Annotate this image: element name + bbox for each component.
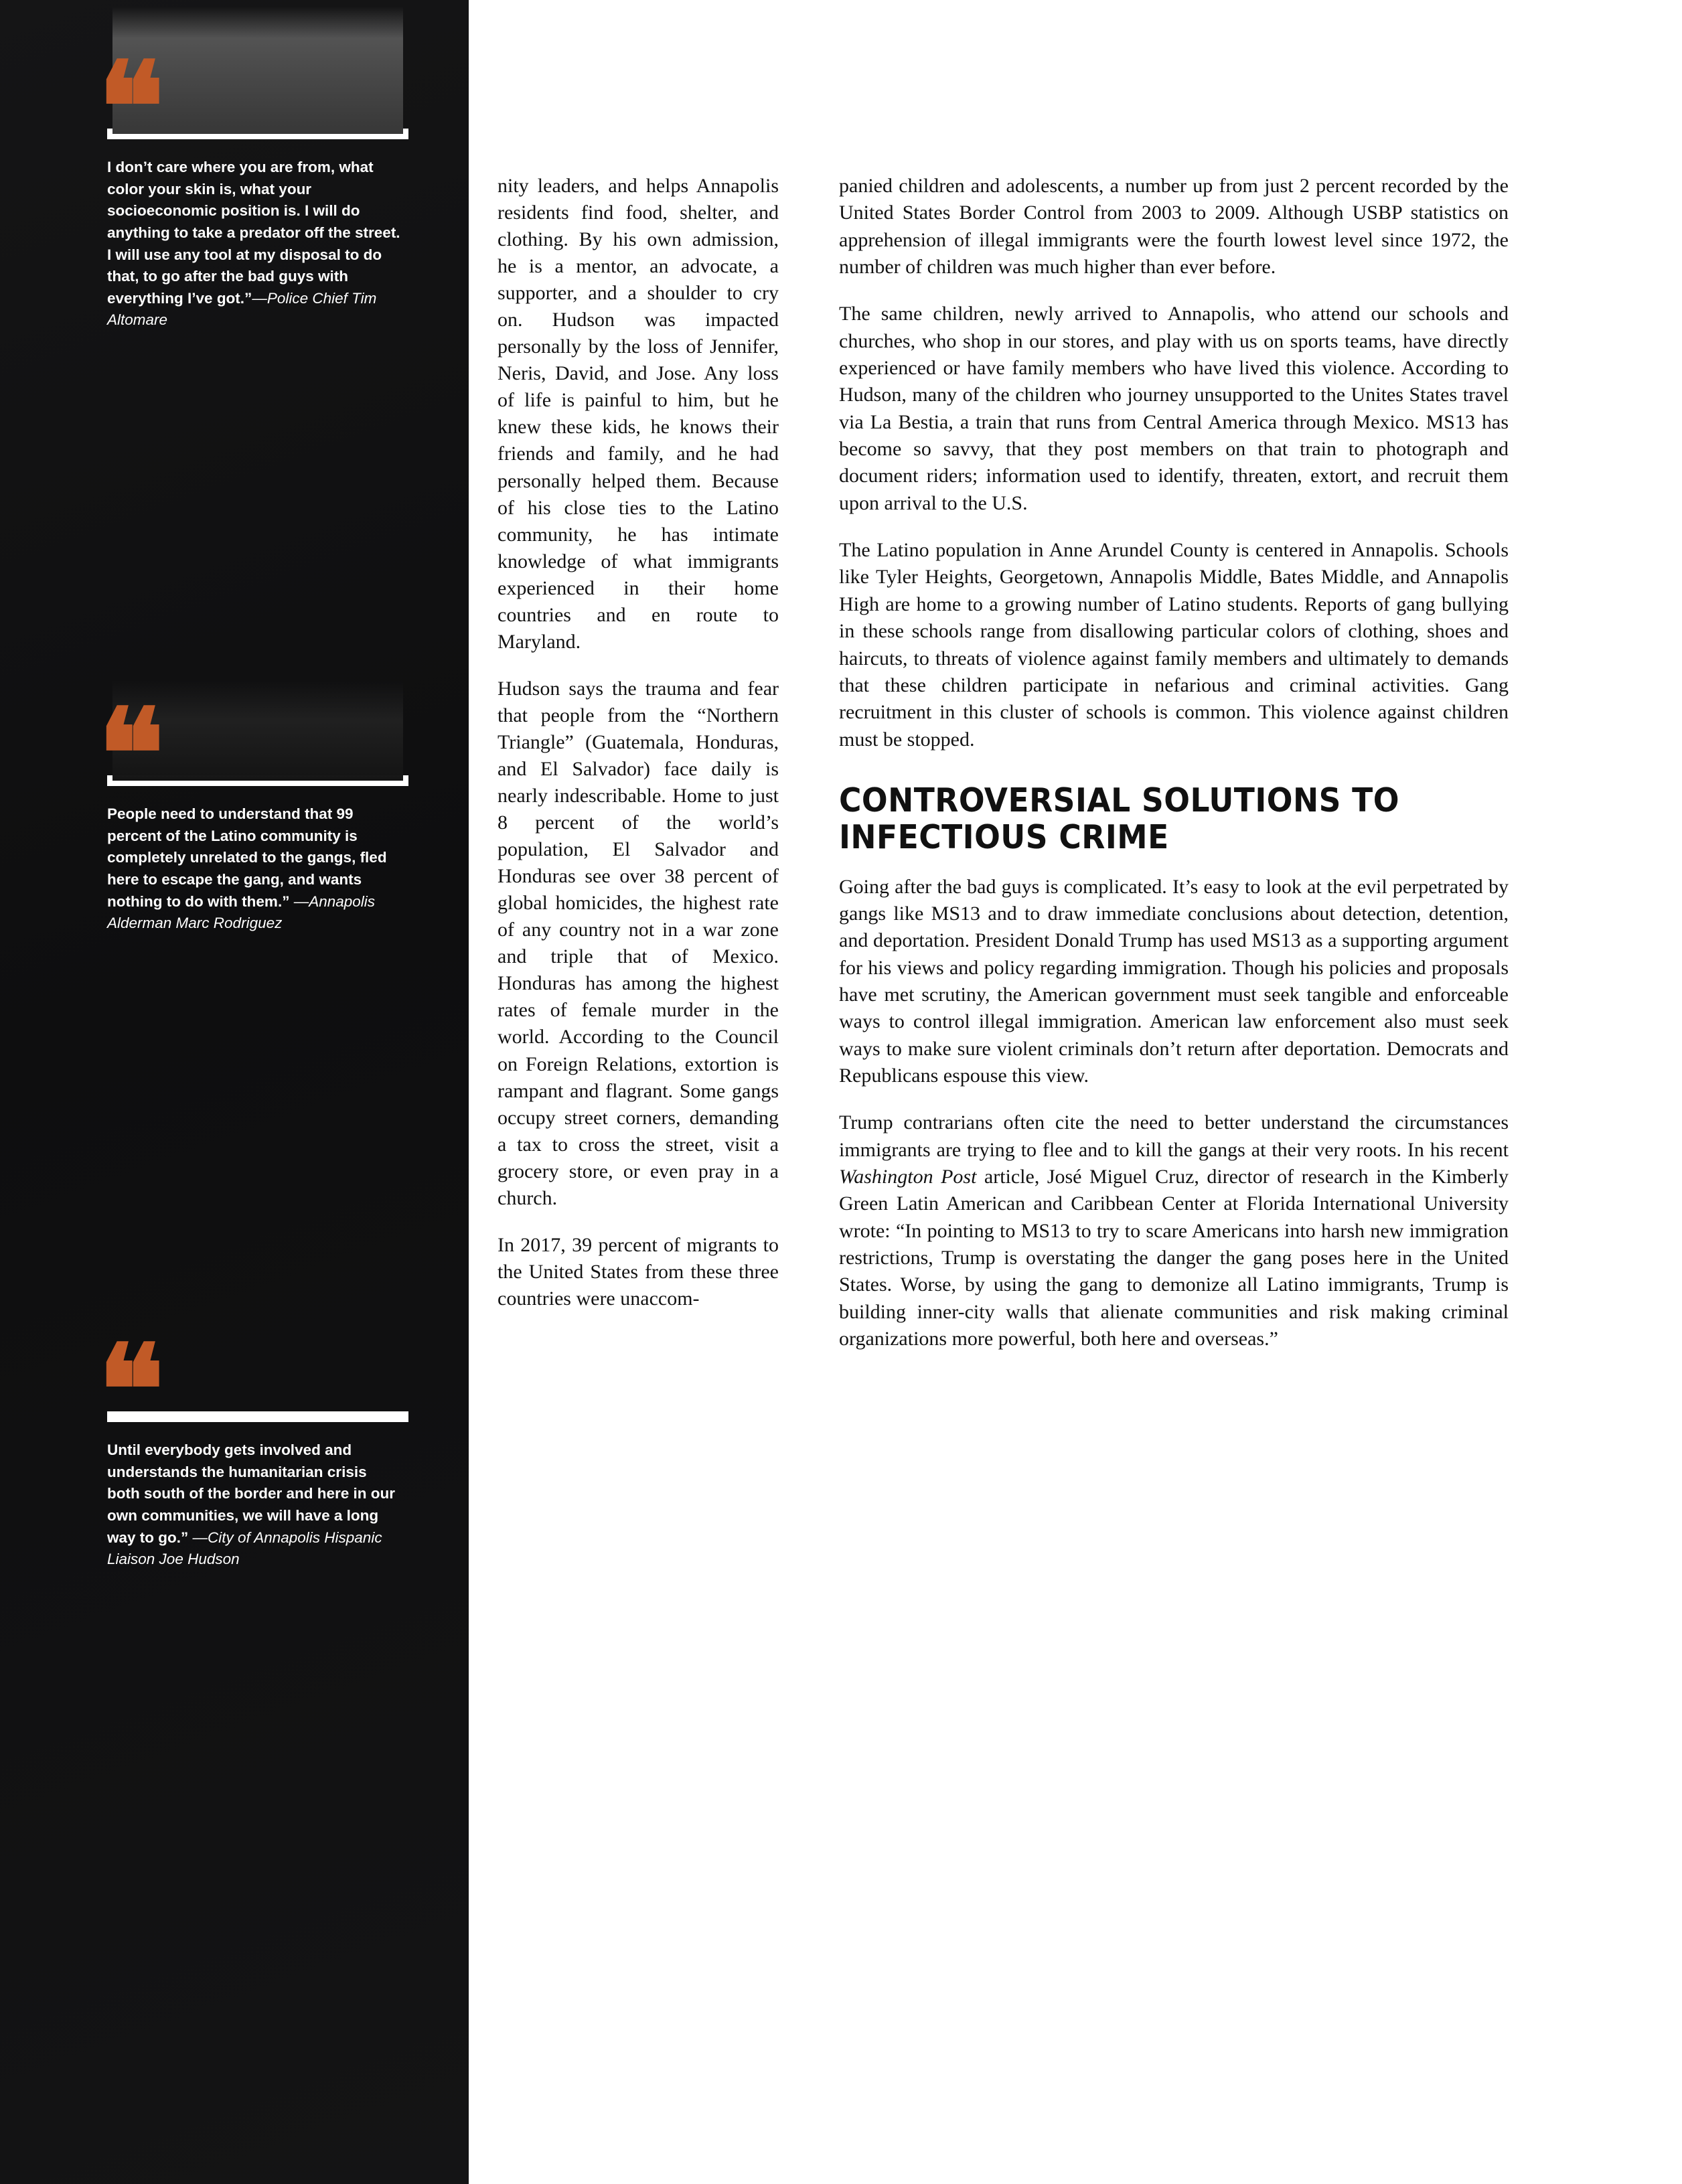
quote-mark-icon: ❝ [98,34,161,180]
pullquote-attribution-1: —Police Chief Tim Altomare [107,289,377,329]
paragraph: The Latino population in Anne Arundel County is centered in Annapolis. Schools like Tyler Heights, Georgetown, Annapolis Middle, Bates Middle, and Annapolis High are home to a growing number of Latino students. Reports of gang bullying in these schools range from disallowing particular colors of clothing, shoes and haircuts, to threats of violence against family members and ultimately to demands that these children participate in nefarious and criminal activities. Gang recruitment in this cluster of schools is common. This violence against children must be stopped. [839,539,1509,751]
article-body [469,0,1682,2184]
sidebar-panel [0,0,469,2184]
paragraph-part-1: Trump contrarians often cite the need to better understand the circumstances immigrants are trying to flee and to kill the gangs at their very roots. In his recent [839,1111,1509,1161]
article-column-right [839,173,1509,1373]
pullquote-block-1 [98,34,408,331]
paragraph-final [839,1109,1509,1352]
pullquote-quote-2: People need to understand that 99 percent of the Latino community is completely unrelated to the gangs, fled here to escape the gang, and wants nothing to do with them.” [107,805,387,910]
publication-name: Washington Post [839,1166,977,1188]
quote-mark-icon: ❝ [98,1317,161,1463]
alderman-portrait [98,681,408,827]
pullquote-text-1 [107,157,402,331]
paragraph: The same children, newly arrived to Annapolis, who attend our schools and churches, who shop in our stores, and play with us on sports teams, have directly experienced or have family members who have lived this violence. According to Hudson, many of the children who journey unsupported to the Unites States travel via La Bestia, a train that runs from Central America through Mexico. MS13 has become so savvy, that they post members on that train to photograph and document riders; information used to identify, threaten, extort, and recruit them upon arrival to the U.S. [839,303,1509,514]
section-heading: CONTROVERSIAL SOLUTIONS TO INFECTIOUS CRIME [839,781,1399,856]
pullquote-quote-3: Until everybody gets involved and understands the humanitarian crisis both south of the border and here in our own communities, we will have a long way to go.” [107,1441,395,1546]
pullquote-quote-1: I don’t care where you are from, what color your skin is, what your socioeconomic position is. I will do anything to take a predator off the street. I will use any tool at my disposal to do that, to go after the bad guys with everything I’ve got.” [107,159,400,307]
paragraph: Hudson says the trauma and fear that people from the “Northern Triangle” (Guatemala, Honduras, and El Salvador) face daily is nearly indescribable. Home to just 8 percent of the world’s population, El Salvador and Honduras see over 38 percent of global homicides, the highest rate of any country not in a war zone and triple that of Mexico. Honduras has among the highest rates of female murder in the world. According to the Council on Foreign Relations, extortion is rampant and flagrant. Some gangs occupy street corners, demanding a tax to cross the street, visit a grocery store, or even pray in a church. [498,677,779,1209]
article-column-left [498,173,779,1332]
pullquote-block-2 [98,681,408,935]
police-chief-portrait [98,34,408,180]
paragraph: In 2017, 39 percent of migrants to the United States from these three countries were unaccom- [498,1233,779,1310]
hispanic-liaison-portrait [98,1317,408,1463]
paragraph-part-2: article, José Miguel Cruz, director of research in the Kimberly Green Latin American and Caribbean Center at Florida International University wrote: “In pointing to MS13 to try to scare Americans into harsh new immigration restrictions, Trump is overstating the danger the gang poses here in the United States. Worse, by using the gang to demonize all Latino immigrants, Trump is building inner-city walls that alienate communities and risk making criminal organizations more powerful, both here and overseas.” [839,1166,1509,1350]
pullquote-attribution-3: —City of Annapolis Hispanic Liaison Joe Hudson [107,1529,382,1568]
paragraph: nity leaders, and helps Annapolis residents find food, shelter, and clothing. By his own admission, he is a mentor, an advocate, a supporter, and a shoulder to cry on. Hudson was impacted personally by the loss of Jennifer, Neris, David, and Jose. Any loss of life is painful to him, but he knew these kids, he knows their friends and family, and he had personally helped them. Because of his close ties to the Latino community, he has intimate knowledge of what immigrants experienced in their home countries and en route to Maryland. [498,175,779,653]
paragraph: panied children and adolescents, a number up from just 2 percent recorded by the United States Border Control from 2003 to 2009. Although USBP statistics on apprehension of illegal immigrants were the fourth lowest level since 1972, the number of children was much higher than ever before. [839,175,1509,279]
paragraph: Going after the bad guys is complicated. It’s easy to look at the evil perpetrated by gangs like MS13 and to draw immediate conclusions about detection, detention, and deportation. President Donald Trump has used MS13 as a supporting argument for his views and policy regarding immigration. Though his policies and proposals have met scrutiny, the American government must seek tangible and enforceable ways to control illegal immigration. American law enforcement also must seek ways to make sure violent criminals don’t return after deportation. Democrats and Republicans espouse this view. [839,875,1509,1087]
pullquote-attribution-2: —Annapolis Alderman Marc Rodriguez [107,892,376,932]
pullquote-block-3 [98,1317,408,1571]
quote-mark-icon: ❝ [98,681,161,827]
